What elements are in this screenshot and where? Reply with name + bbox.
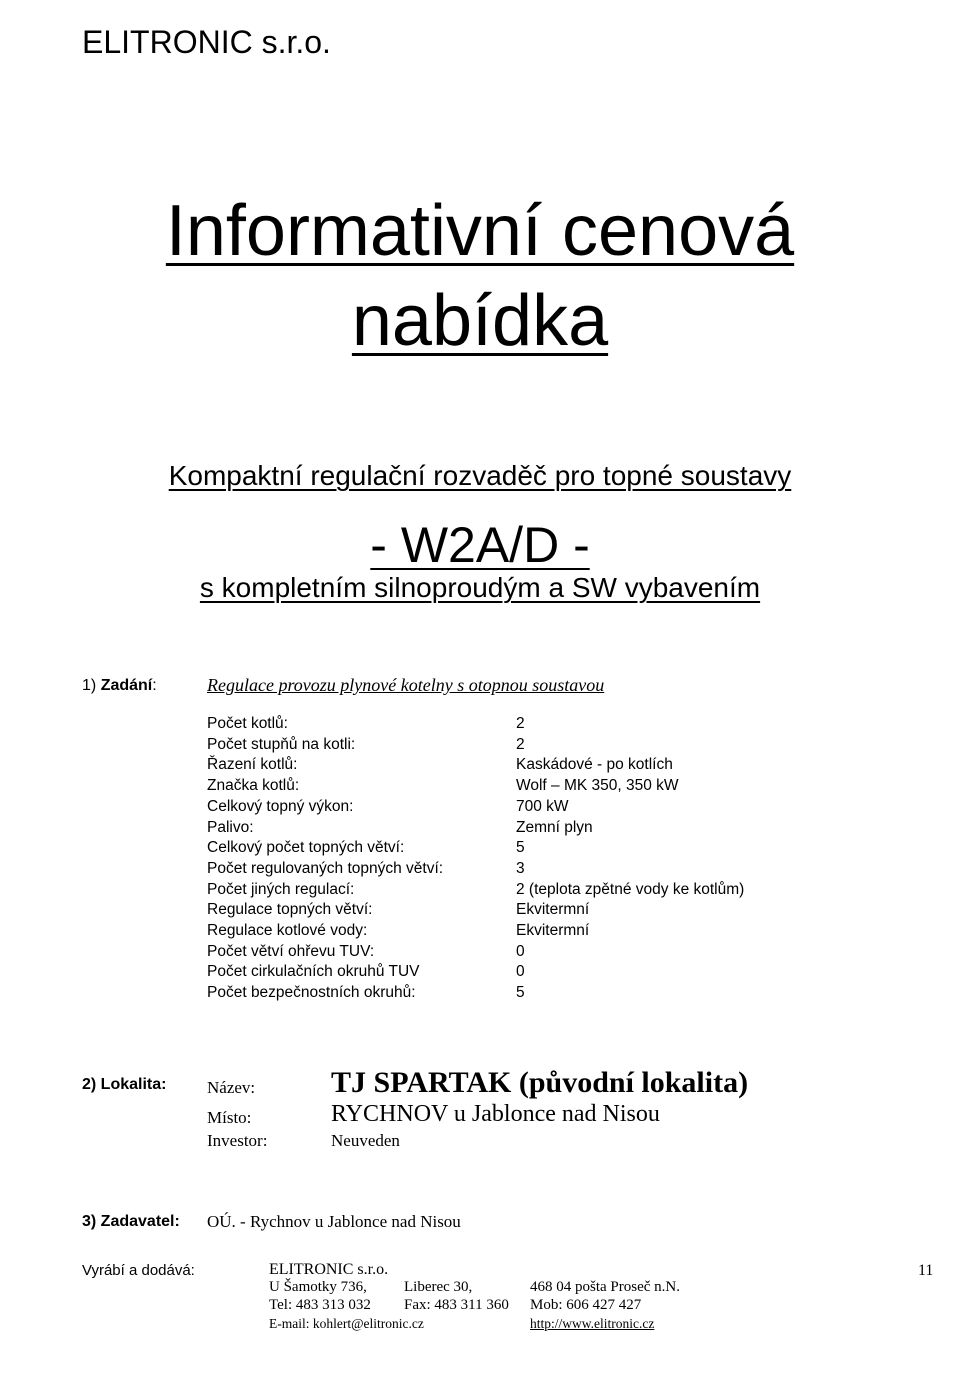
footer-fax: Fax: 483 311 360 — [404, 1297, 509, 1313]
parameter-row — [207, 839, 907, 860]
location-name-label: Název: — [207, 1078, 256, 1097]
section2-heading: 2) Lokalita: — [82, 1076, 167, 1093]
parameter-row — [207, 963, 907, 984]
parameter-row — [207, 798, 907, 819]
parameter-label: Počet regulovaných topných větví: — [207, 859, 444, 877]
parameter-label: Počet kotlů: — [207, 715, 288, 732]
parameter-value: 0 — [516, 963, 525, 981]
location-place-label: Místo: — [207, 1108, 252, 1127]
parameter-row — [207, 901, 907, 922]
company-header: ELITRONIC s.r.o. — [82, 24, 331, 60]
location-place-value: RYCHNOV u Jablonce nad Nisou — [331, 1101, 660, 1127]
parameter-label: Počet jiných regulací: — [207, 880, 355, 898]
client-value: OÚ. - Rychnov u Jablonce nad Nisou — [207, 1212, 461, 1231]
parameter-label: Regulace topných větví: — [207, 901, 373, 919]
footer-street: U Šamotky 736, — [269, 1279, 367, 1295]
parameter-value: 5 — [516, 839, 525, 857]
parameter-value: 0 — [516, 942, 525, 960]
parameter-value: 2 — [516, 715, 525, 732]
parameter-row — [207, 943, 907, 964]
section3-heading: 3) Zadavatel: — [82, 1213, 180, 1230]
parameter-value: 2 — [516, 735, 525, 753]
parameter-value: 2 (teplota zpětné vody ke kotlům) — [516, 880, 745, 898]
investor-label: Investor: — [207, 1131, 268, 1150]
parameter-label: Celkový počet topných větví: — [207, 839, 405, 857]
parameter-row — [207, 922, 907, 943]
parameter-row — [207, 881, 907, 902]
footer-email[interactable]: E-mail: kohlert@elitronic.cz — [269, 1316, 424, 1331]
subtitle-line1: Kompaktní regulační rozvaděč pro topné soustavy — [168, 460, 792, 491]
footer-label: Vyrábí a dodává: — [82, 1262, 195, 1279]
parameter-value: Ekvitermní — [516, 901, 590, 919]
page-number: 11 — [918, 1262, 934, 1279]
parameter-value: 5 — [516, 984, 525, 1002]
parameter-row — [207, 756, 907, 777]
parameter-label: Počet bezpečnostních okruhů: — [207, 984, 416, 1002]
footer-post: 468 04 pošta Proseč n.N. — [530, 1279, 680, 1295]
investor-value: Neuveden — [331, 1131, 400, 1150]
subtitle-model: - W2A/D - — [370, 517, 590, 573]
parameter-label: Značka kotlů: — [207, 777, 300, 795]
parameter-label: Počet větví ohřevu TUV: — [207, 942, 375, 960]
section1-label — [82, 677, 157, 695]
footer-tel: Tel: 483 313 032 — [269, 1297, 371, 1313]
parameter-row — [207, 777, 907, 798]
footer-company: ELITRONIC s.r.o. — [269, 1261, 389, 1278]
parameter-value: 700 kW — [516, 797, 569, 815]
parameter-label: Celkový topný výkon: — [207, 797, 354, 815]
location-name-value: TJ SPARTAK (původní lokalita) — [331, 1066, 749, 1099]
section1-colon: : — [152, 677, 157, 694]
parameter-label: Regulace kotlové vody: — [207, 922, 368, 939]
footer-web-link[interactable]: http://www.elitronic.cz — [530, 1316, 655, 1331]
document-title-line1: Informativní cenová — [165, 191, 795, 271]
parameter-row — [207, 860, 907, 881]
subtitle-line3: s kompletním silnoproudým a SW vybavením — [199, 572, 761, 603]
footer-mobile: Mob: 606 427 427 — [530, 1297, 642, 1313]
task-title: Regulace provozu plynové kotelny s otopnou soustavou — [207, 675, 605, 695]
parameter-label: Počet stupňů na kotli: — [207, 735, 356, 753]
document-title-line2: nabídka — [351, 281, 609, 361]
parameter-value: Zemní plyn — [516, 818, 593, 836]
section1-title-label: Zadání — [100, 677, 153, 694]
parameter-value: Wolf – MK 350, 350 kW — [516, 777, 679, 795]
footer-city: Liberec 30, — [404, 1279, 473, 1295]
section1-number: 1) — [82, 677, 97, 694]
parameter-label: Řazení kotlů: — [207, 756, 298, 774]
parameter-row — [207, 819, 907, 840]
parameter-row — [207, 984, 907, 1005]
parameter-value: 3 — [516, 859, 525, 877]
parameter-row — [207, 736, 907, 757]
parameter-row — [207, 715, 907, 736]
parameter-value: Ekvitermní — [516, 922, 590, 939]
parameter-value: Kaskádové - po kotlích — [516, 756, 673, 774]
parameter-label: Palivo: — [207, 818, 254, 836]
parameter-label: Počet cirkulačních okruhů TUV — [207, 963, 420, 981]
